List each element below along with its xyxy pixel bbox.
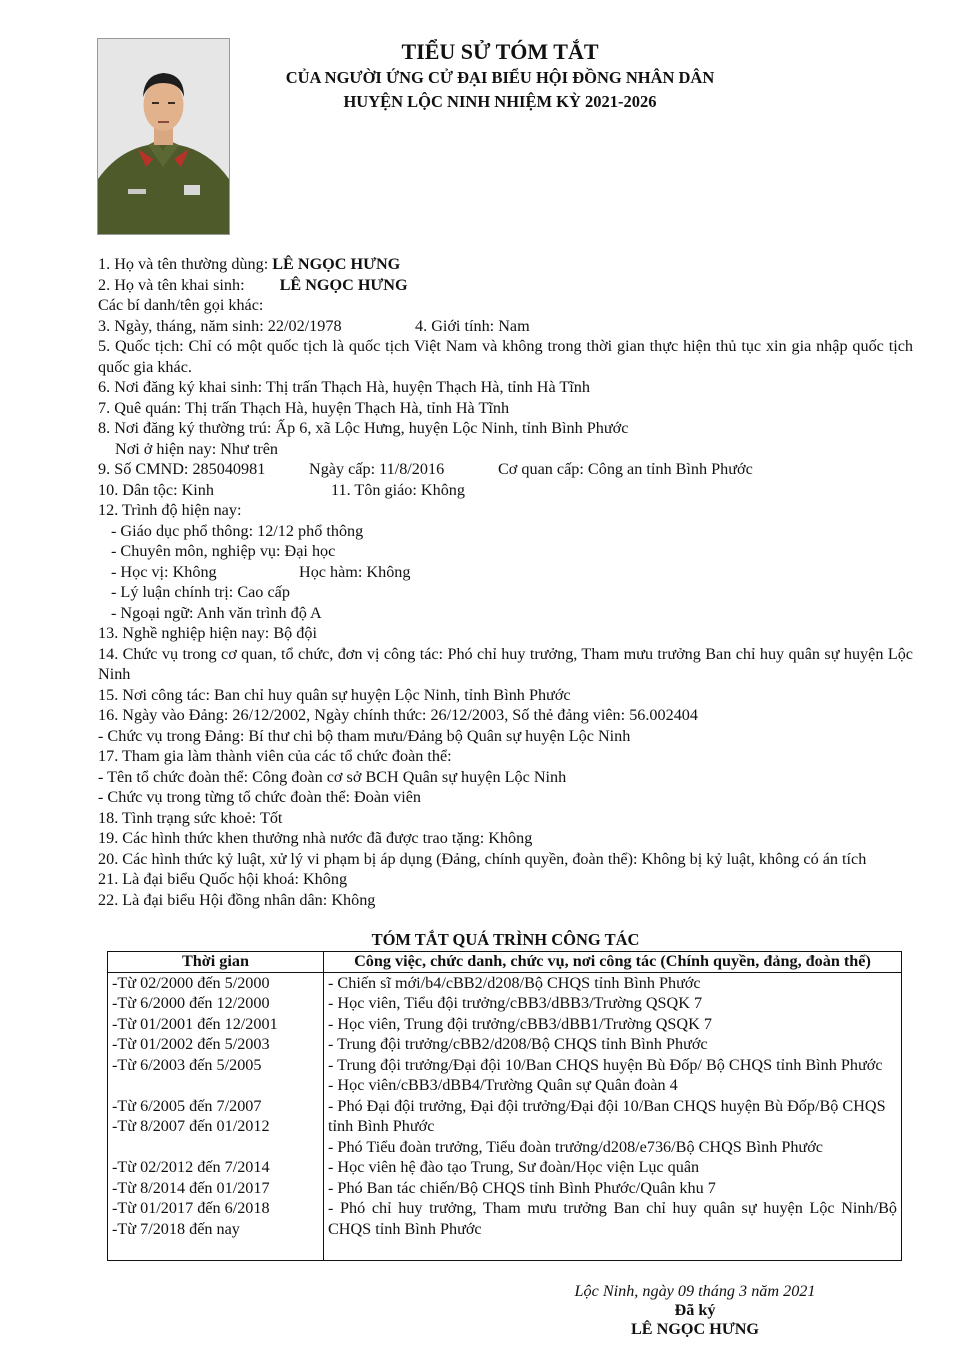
edu-general: - Giáo dục phổ thông: 12/12 phổ thông (111, 521, 364, 540)
row-job: - Học viên, Tiểu đội trưởng/cBB3/dBB3/Trường QSQK 7 (328, 994, 703, 1012)
birth-name-value: LÊ NGỌC HƯNG (279, 275, 408, 294)
column-header-job: Công việc, chức danh, chức vụ, nơi công tác (Chính quyền, đảng, đoàn thể) (324, 952, 902, 973)
field-occupation: 13. Nghề nghiệp hiện nay: Bộ đội (98, 624, 317, 642)
edu-professional: - Chuyên môn, nghiệp vụ: Đại học (111, 542, 336, 560)
table-row (108, 972, 902, 1260)
signed-note: Đã ký (674, 1301, 716, 1319)
document-header (240, 38, 760, 114)
field-org-position: - Chức vụ trong từng tổ chức đoàn thể: Đoàn viên (98, 788, 422, 806)
field-ethnicity-religion (98, 480, 913, 501)
row-time: -Từ 02/2012 đến 7/2014 (112, 1158, 270, 1176)
field-nationality: 5. Quốc tịch: Chỉ có một quốc tịch là quốc tịch Việt Nam và không trong thời gian thực hiện thủ tục xin gia nhập quốc tịch quốc gia khác. (98, 337, 913, 376)
row-time: -Từ 01/2001 đến 12/2001 (112, 1014, 278, 1033)
column-header-time: Thời gian (108, 952, 324, 973)
signature-block (500, 1282, 890, 1339)
field-party-position: - Chức vụ trong Đảng: Bí thư chi bộ tham mưu/Đảng bộ Quân sự huyện Lộc Ninh (98, 726, 631, 745)
row-job: - Phó Ban tác chiến/Bộ CHQS tỉnh Bình Phước/Quân khu 7 (328, 1178, 716, 1197)
row-job: - Học viên/cBB3/dBB4/Trường Quân sự Quân đoàn 4 (328, 1076, 678, 1094)
row-time: -Từ 6/2005 đến 7/2007 (112, 1096, 262, 1115)
field-aliases: Các bí danh/tên gọi khác: (98, 296, 264, 314)
field-awards: 19. Các hình thức khen thưởng nhà nước đã được trao tặng: Không (98, 829, 533, 847)
field-party-join: 16. Ngày vào Đảng: 26/12/2002, Ngày chính thức: 26/12/2003, Số thẻ đảng viên: 56.002404 (98, 706, 698, 724)
field-org-title: 17. Tham gia làm thành viên của các tổ chức đoàn thể: (98, 747, 452, 765)
field-workplace: 15. Nơi công tác: Ban chỉ huy quân sự huyện Lộc Ninh, tỉnh Bình Phước (98, 685, 571, 704)
field-org-name: - Tên tổ chức đoàn thể: Công đoàn cơ sở BCH Quân sự huyện Lộc Ninh (98, 767, 567, 786)
row-jobs-cell (324, 972, 902, 1260)
row-time: -Từ 02/2000 đến 5/2000 (112, 973, 270, 992)
table-header-row (108, 952, 902, 973)
row-job: - Trung đội trưởng/cBB2/d208/Bộ CHQS tỉnh Bình Phước (328, 1035, 708, 1053)
field-common-name: 1. Họ và tên thường dùng: LÊ NGỌC HƯNG (98, 255, 401, 273)
work-history-table (107, 951, 902, 1261)
document-title: TIỂU SỬ TÓM TẮT (401, 39, 599, 64)
gender: 4. Giới tính: Nam (415, 316, 530, 335)
field-pc-delegate: 22. Là đại biểu Hội đồng nhân dân: Không (98, 890, 376, 909)
edu-language: - Ngoại ngữ: Anh văn trình độ A (111, 603, 322, 622)
field-education-title: 12. Trình độ hiện nay: (98, 501, 242, 519)
row-time: -Từ 7/2018 đến nay (112, 1219, 240, 1238)
row-job: - Học viên, Trung đội trưởng/cBB3/dBB1/Trường QSQK 7 (328, 1014, 712, 1033)
field-dob-gender (98, 316, 913, 337)
field-birth-name: 2. Họ và tên khai sinh: LÊ NGỌC HƯNG (98, 275, 408, 294)
dob: 3. Ngày, tháng, năm sinh: 22/02/1978 (98, 316, 342, 335)
row-time: -Từ 6/2003 đến 5/2005 (112, 1055, 262, 1074)
row-job: - Học viên hệ đào tạo Trung, Sư đoàn/Học viện Lục quân (328, 1158, 700, 1176)
edu-degree: - Học vị: Không (111, 562, 217, 581)
row-time: -Từ 6/2000 đến 12/2000 (112, 994, 270, 1012)
field-id (98, 459, 913, 480)
document-subtitle-1: CỦA NGƯỜI ỨNG CỬ ĐẠI BIỂU HỘI ĐỒNG NHÂN DÂN (285, 68, 715, 87)
edu-degree-rank (98, 562, 913, 583)
portrait-photo (97, 38, 230, 235)
field-residence: 8. Nơi đăng ký thường trú: Ấp 6, xã Lộc Hưng, huyện Lộc Ninh, tỉnh Bình Phước (98, 419, 629, 437)
field-current-residence: Nơi ở hiện nay: Như trên (115, 439, 279, 458)
row-time: -Từ 8/2014 đến 01/2017 (112, 1178, 270, 1197)
field-hometown: 7. Quê quán: Thị trấn Thạch Hà, huyện Thạch Hà, tỉnh Hà Tĩnh (98, 398, 510, 417)
row-job: - Phó chỉ huy trưởng, Tham mưu trưởng Ban chỉ huy quân sự huyện Lộc Ninh/Bộ CHQS tỉnh Bình Phước (328, 1199, 897, 1238)
row-time: -Từ 01/2017 đến 6/2018 (112, 1199, 270, 1217)
field-discipline: 20. Các hình thức kỷ luật, xử lý vi phạm bị áp dụng (Đảng, chính quyền, đoàn thể): Không bị kỷ luật, không có án tích (98, 849, 867, 868)
signer-name: LÊ NGỌC HƯNG (630, 1320, 759, 1338)
document-subtitle-2: HUYỆN LỘC NINH NHIỆM KỲ 2021-2026 (343, 92, 657, 111)
row-job: - Trung đội trưởng/Đại đội 10/Ban CHQS huyện Bù Đốp/ Bộ CHQS tỉnh Bình Phước (328, 1055, 883, 1074)
id-issuer: Cơ quan cấp: Công an tỉnh Bình Phước (498, 460, 753, 478)
row-job: - Chiến sĩ mới/b4/cBB2/d208/Bộ CHQS tỉnh Bình Phước (328, 973, 701, 992)
row-job: - Phó Tiểu đoàn trưởng, Tiểu đoàn trưởng/d208/e736/Bộ CHQS Bình Phước (328, 1137, 823, 1156)
row-job: - Phó Đại đội trưởng, Đại đội trưởng/Đại đội 10/Ban CHQS huyện Bù Đốp/Bộ CHQS tỉnh Bình Phước (328, 1096, 886, 1135)
place-date: Lộc Ninh, ngày 09 tháng 3 năm 2021 (574, 1282, 816, 1300)
field-na-delegate: 21. Là đại biểu Quốc hội khoá: Không (98, 870, 348, 888)
field-health: 18. Tình trạng sức khoẻ: Tốt (98, 808, 283, 827)
edu-rank: Học hàm: Không (299, 562, 411, 581)
id-number: 9. Số CMND: 285040981 (98, 460, 266, 478)
common-name-value: LÊ NGỌC HƯNG (272, 255, 401, 273)
portrait-illustration (98, 39, 229, 234)
row-time: -Từ 8/2007 đến 01/2012 (112, 1117, 270, 1135)
work-history-title: TÓM TẮT QUÁ TRÌNH CÔNG TÁC (371, 930, 640, 949)
row-time: -Từ 01/2002 đến 5/2003 (112, 1035, 270, 1053)
biography-fields (98, 254, 913, 910)
ethnicity: 10. Dân tộc: Kinh (98, 480, 214, 499)
religion: 11. Tôn giáo: Không (331, 480, 465, 499)
field-position: 14. Chức vụ trong cơ quan, tổ chức, đơn vị công tác: Phó chỉ huy trưởng, Tham mưu trưởng Ban chỉ huy quân sự huyện Lộc Ninh (98, 644, 913, 683)
field-birthplace: 6. Nơi đăng ký khai sinh: Thị trấn Thạch Hà, huyện Thạch Hà, tỉnh Hà Tĩnh (98, 378, 590, 396)
row-times-cell (108, 972, 324, 1260)
edu-political: - Lý luận chính trị: Cao cấp (111, 583, 290, 601)
id-date: Ngày cấp: 11/8/2016 (309, 460, 445, 478)
